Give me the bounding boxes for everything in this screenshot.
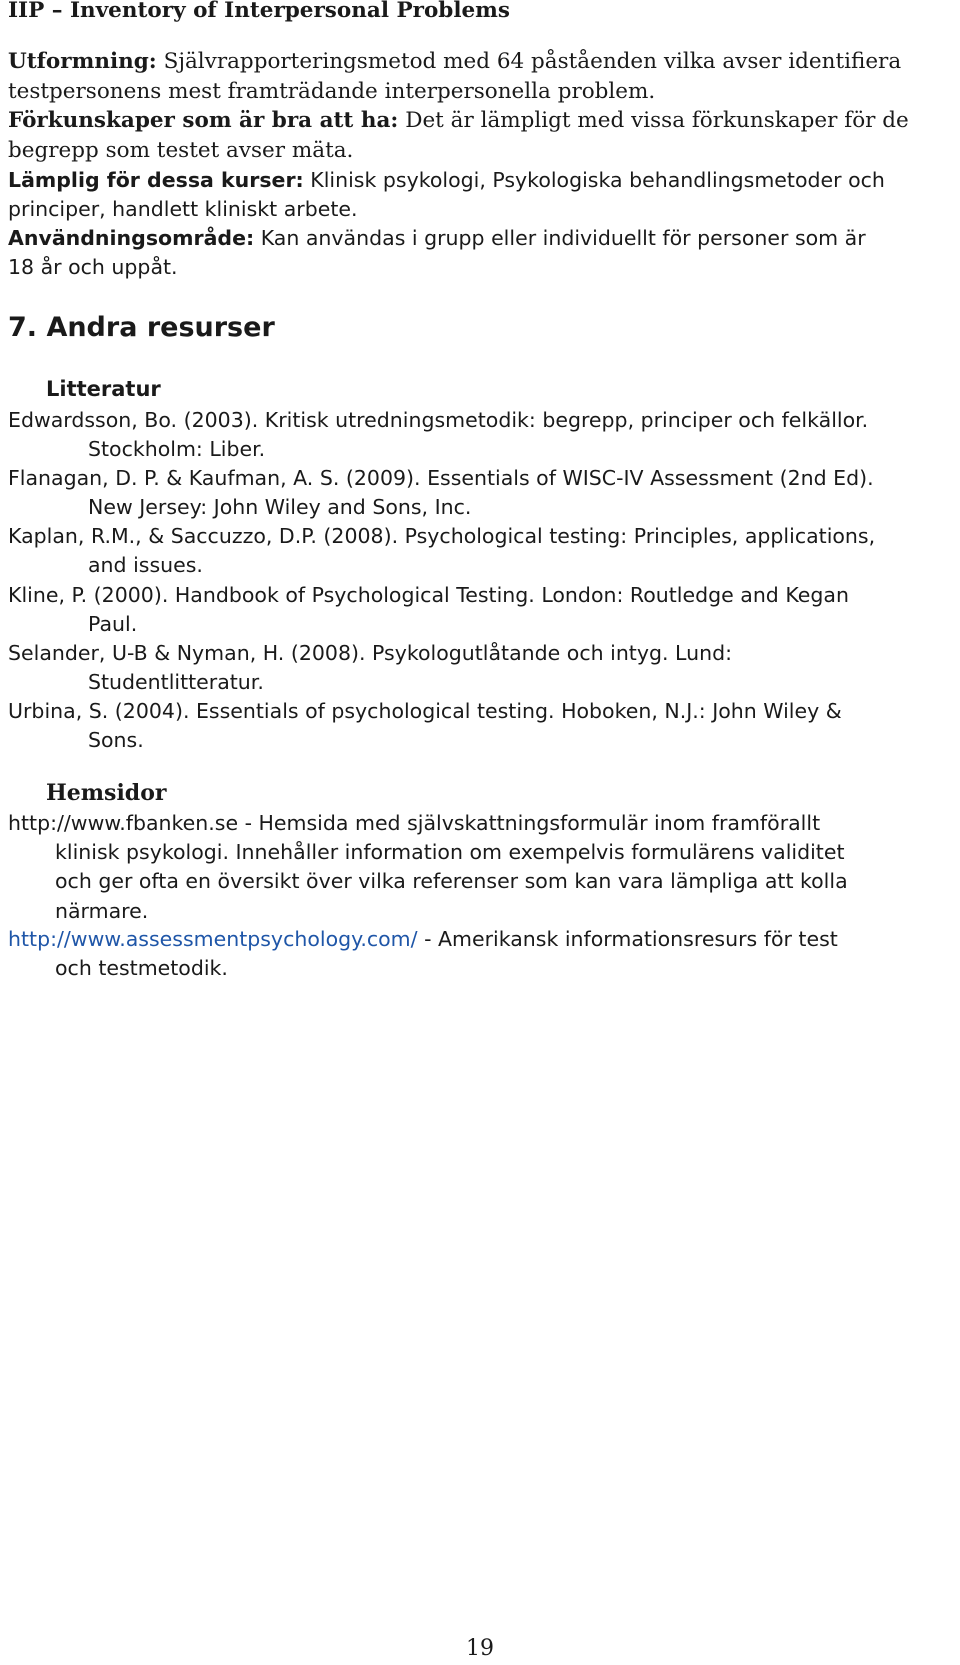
- website-1-line-4: närmare.: [55, 899, 149, 923]
- reference-2-cont: New Jersey: John Wiley and Sons, Inc.: [88, 495, 472, 519]
- reference-1-cont: Stockholm: Liber.: [88, 437, 266, 461]
- hemsidor-heading: Hemsidor: [46, 780, 167, 806]
- anvandning-line-2: 18 år och uppåt.: [8, 255, 178, 279]
- website-1-line-3: och ger ofta en översikt över vilka referenser som kan vara lämpliga att kolla: [55, 869, 848, 893]
- utformning-label: Utformning:: [8, 49, 157, 74]
- utformning-line-1: [8, 47, 901, 77]
- reference-6: Urbina, S. (2004). Essentials of psychological testing. Hoboken, N.J.: John Wiley &: [8, 699, 842, 723]
- lamplig-line-1: [8, 165, 885, 195]
- reference-4: Kline, P. (2000). Handbook of Psychological Testing. London: Routledge and Kegan: [8, 583, 849, 607]
- utformning-text-1: Självrapporteringsmetod med 64 påståenden vilka avser identifiera: [163, 49, 902, 74]
- forkunskaper-line-2: begrepp som testet avser mäta.: [8, 138, 354, 163]
- website-2-line-2: och testmetodik.: [55, 956, 228, 980]
- page-number: 19: [466, 1636, 494, 1661]
- fbanken-link[interactable]: http://www.fbanken.se: [8, 811, 239, 835]
- website-1-desc: - Hemsida med självskattningsformulär inom framförallt: [238, 811, 821, 835]
- utformning-line-2: testpersonens mest framträdande interpersonella problem.: [8, 79, 656, 104]
- website-2-line-1: [8, 924, 838, 954]
- reference-5-cont: Studentlitteratur.: [88, 670, 264, 694]
- reference-5: Selander, U-B & Nyman, H. (2008). Psykologutlåtande och intyg. Lund:: [8, 641, 732, 665]
- reference-4-cont: Paul.: [88, 612, 138, 636]
- lamplig-line-2: principer, handlett kliniskt arbete.: [8, 197, 358, 221]
- reference-2: Flanagan, D. P. & Kaufman, A. S. (2009). Essentials of WISC-IV Assessment (2nd Ed).: [8, 466, 874, 490]
- assessmentpsychology-link[interactable]: http://www.assessmentpsychology.com/: [8, 927, 418, 951]
- forkunskaper-label: Förkunskaper som är bra att ha:: [8, 108, 399, 133]
- page-heading: IIP – Inventory of Interpersonal Problems: [8, 0, 511, 23]
- reference-3-cont: and issues.: [88, 553, 203, 577]
- section-title: 7. Andra resurser: [8, 312, 275, 343]
- anvandning-text-1: Kan användas i grupp eller individuellt för personer som är: [260, 226, 866, 250]
- reference-3: Kaplan, R.M., & Saccuzzo, D.P. (2008). Psychological testing: Principles, applications,: [8, 524, 876, 548]
- forkunskaper-text-1: Det är lämpligt med vissa förkunskaper för de: [405, 108, 909, 133]
- website-1-line-2: klinisk psykologi. Innehåller information om exempelvis formulärens validitet: [55, 840, 845, 864]
- reference-1: Edwardsson, Bo. (2003). Kritisk utredningsmetodik: begrepp, principer och felkällor.: [8, 408, 869, 432]
- lamplig-label: Lämplig för dessa kurser:: [8, 168, 304, 192]
- anvandning-line-1: [8, 223, 866, 253]
- anvandning-label: Användningsområde:: [8, 226, 255, 250]
- forkunskaper-line-1: [8, 106, 909, 136]
- website-1-line-1: [8, 808, 820, 838]
- litteratur-heading: Litteratur: [46, 377, 161, 401]
- lamplig-text-1: Klinisk psykologi, Psykologiska behandlingsmetoder och: [310, 168, 885, 192]
- reference-6-cont: Sons.: [88, 728, 144, 752]
- website-2-desc: - Amerikansk informationsresurs för test: [417, 927, 838, 951]
